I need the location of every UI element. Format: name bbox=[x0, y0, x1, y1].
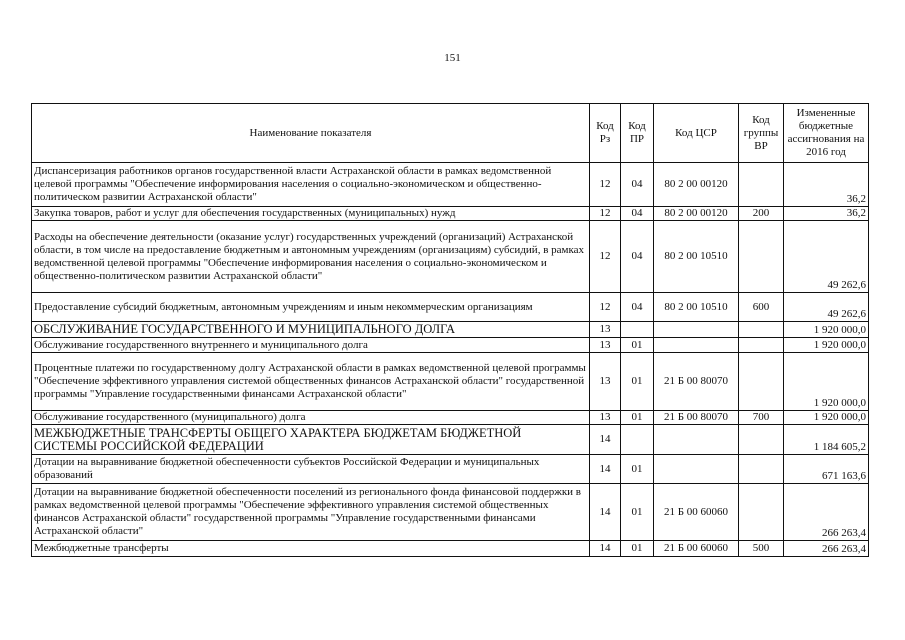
row-pr: 01 bbox=[621, 338, 654, 353]
row-pr bbox=[621, 425, 654, 455]
row-vr: 500 bbox=[739, 541, 784, 557]
row-name: Диспансеризация работников органов государственной власти Астраханской области в рамках ведомственной целевой программы "Обеспечение информирования населения о социально-экономическом и общественно-политическом развитии Астраханской области" bbox=[32, 163, 590, 207]
row-amount: 1 920 000,0 bbox=[784, 338, 869, 353]
row-vr bbox=[739, 353, 784, 411]
table-row bbox=[32, 338, 869, 353]
row-pr: 01 bbox=[621, 353, 654, 411]
row-csr: 80 2 00 00120 bbox=[654, 207, 739, 221]
row-csr bbox=[654, 322, 739, 338]
row-amount: 1 920 000,0 bbox=[784, 411, 869, 425]
row-csr: 80 2 00 10510 bbox=[654, 221, 739, 293]
row-amount: 266 263,4 bbox=[784, 541, 869, 557]
table-row bbox=[32, 425, 869, 455]
row-rz: 12 bbox=[590, 163, 621, 207]
row-csr bbox=[654, 425, 739, 455]
table-row bbox=[32, 411, 869, 425]
table-row bbox=[32, 221, 869, 293]
row-amount: 671 163,6 bbox=[784, 455, 869, 484]
row-pr: 01 bbox=[621, 484, 654, 541]
row-vr bbox=[739, 322, 784, 338]
row-rz: 13 bbox=[590, 322, 621, 338]
header-csr: Код ЦСР bbox=[654, 104, 739, 163]
row-rz: 12 bbox=[590, 221, 621, 293]
table-header-row bbox=[32, 104, 869, 163]
row-rz: 12 bbox=[590, 207, 621, 221]
row-vr bbox=[739, 221, 784, 293]
row-name: ОБСЛУЖИВАНИЕ ГОСУДАРСТВЕННОГО И МУНИЦИПАЛЬНОГО ДОЛГА bbox=[32, 322, 590, 338]
row-vr: 200 bbox=[739, 207, 784, 221]
row-csr: 80 2 00 00120 bbox=[654, 163, 739, 207]
row-rz: 13 bbox=[590, 411, 621, 425]
row-pr bbox=[621, 322, 654, 338]
row-vr bbox=[739, 455, 784, 484]
row-rz: 14 bbox=[590, 425, 621, 455]
row-name: Процентные платежи по государственному долгу Астраханской области в рамках ведомственной целевой программы "Обеспечение эффективного управления системой общественных финансов Астраханской области" государственной программы "Управление государственными финансами Астраханской области" bbox=[32, 353, 590, 411]
header-name: Наименование показателя bbox=[32, 104, 590, 163]
row-amount: 1 184 605,2 bbox=[784, 425, 869, 455]
row-name: Расходы на обеспечение деятельности (оказание услуг) государственных учреждений (организаций) Астраханской области, в том числе на предоставление бюджетным и автономным учреждениям (организациям) субсидий, в рамках ведомственной целевой программы "Обеспечение информирования населения о социально-экономическом и общественно-политическом развитии Астраханской области" bbox=[32, 221, 590, 293]
row-pr: 04 bbox=[621, 163, 654, 207]
table-row bbox=[32, 293, 869, 322]
row-amount: 49 262,6 bbox=[784, 221, 869, 293]
row-csr: 21 Б 00 60060 bbox=[654, 484, 739, 541]
row-amount: 36,2 bbox=[784, 163, 869, 207]
row-name: МЕЖБЮДЖЕТНЫЕ ТРАНСФЕРТЫ ОБЩЕГО ХАРАКТЕРА БЮДЖЕТАМ БЮДЖЕТНОЙ СИСТЕМЫ РОССИЙСКОЙ ФЕДЕРАЦИИ bbox=[32, 425, 590, 455]
row-rz: 14 bbox=[590, 484, 621, 541]
table-row bbox=[32, 455, 869, 484]
row-amount: 49 262,6 bbox=[784, 293, 869, 322]
row-name: Дотации на выравнивание бюджетной обеспеченности субъектов Российской Федерации и муниципальных образований bbox=[32, 455, 590, 484]
row-amount: 1 920 000,0 bbox=[784, 353, 869, 411]
table-row bbox=[32, 163, 869, 207]
row-rz: 13 bbox=[590, 353, 621, 411]
row-name: Обслуживание государственного (муниципального) долга bbox=[32, 411, 590, 425]
row-csr bbox=[654, 455, 739, 484]
row-pr: 01 bbox=[621, 411, 654, 425]
row-pr: 01 bbox=[621, 455, 654, 484]
header-amount: Измененные бюджетные ассигнования на 2016 год bbox=[784, 104, 869, 163]
row-pr: 04 bbox=[621, 221, 654, 293]
table-row bbox=[32, 353, 869, 411]
row-vr bbox=[739, 425, 784, 455]
row-amount: 1 920 000,0 bbox=[784, 322, 869, 338]
row-pr: 01 bbox=[621, 541, 654, 557]
row-vr: 600 bbox=[739, 293, 784, 322]
budget-table bbox=[31, 103, 869, 557]
row-csr: 80 2 00 10510 bbox=[654, 293, 739, 322]
row-vr bbox=[739, 338, 784, 353]
row-amount: 266 263,4 bbox=[784, 484, 869, 541]
row-rz: 12 bbox=[590, 293, 621, 322]
row-csr: 21 Б 00 60060 bbox=[654, 541, 739, 557]
row-name: Предоставление субсидий бюджетным, автономным учреждениям и иным некоммерческим организациям bbox=[32, 293, 590, 322]
row-rz: 14 bbox=[590, 541, 621, 557]
row-name: Обслуживание государственного внутреннего и муниципального долга bbox=[32, 338, 590, 353]
row-pr: 04 bbox=[621, 207, 654, 221]
row-csr bbox=[654, 338, 739, 353]
row-vr bbox=[739, 163, 784, 207]
row-pr: 04 bbox=[621, 293, 654, 322]
table-body bbox=[32, 163, 869, 557]
row-vr: 700 bbox=[739, 411, 784, 425]
row-name: Дотации на выравнивание бюджетной обеспеченности поселений из регионального фонда финансовой поддержки в рамках ведомственной целевой программы "Обеспечение эффективного управления системой общественных финансов Астраханской области" государственной программы "Управление государственными финансами Астраханской области" bbox=[32, 484, 590, 541]
page-number: 151 bbox=[444, 52, 461, 64]
table-row bbox=[32, 322, 869, 338]
header-pr: Код ПР bbox=[621, 104, 654, 163]
table-row bbox=[32, 484, 869, 541]
row-amount: 36,2 bbox=[784, 207, 869, 221]
row-rz: 14 bbox=[590, 455, 621, 484]
header-rz: Код Рз bbox=[590, 104, 621, 163]
row-csr: 21 Б 00 80070 bbox=[654, 411, 739, 425]
row-name: Закупка товаров, работ и услуг для обеспечения государственных (муниципальных) нужд bbox=[32, 207, 590, 221]
table-row bbox=[32, 541, 869, 557]
row-rz: 13 bbox=[590, 338, 621, 353]
header-vr: Код группы ВР bbox=[739, 104, 784, 163]
row-name: Межбюджетные трансферты bbox=[32, 541, 590, 557]
row-csr: 21 Б 00 80070 bbox=[654, 353, 739, 411]
row-vr bbox=[739, 484, 784, 541]
table-row bbox=[32, 207, 869, 221]
